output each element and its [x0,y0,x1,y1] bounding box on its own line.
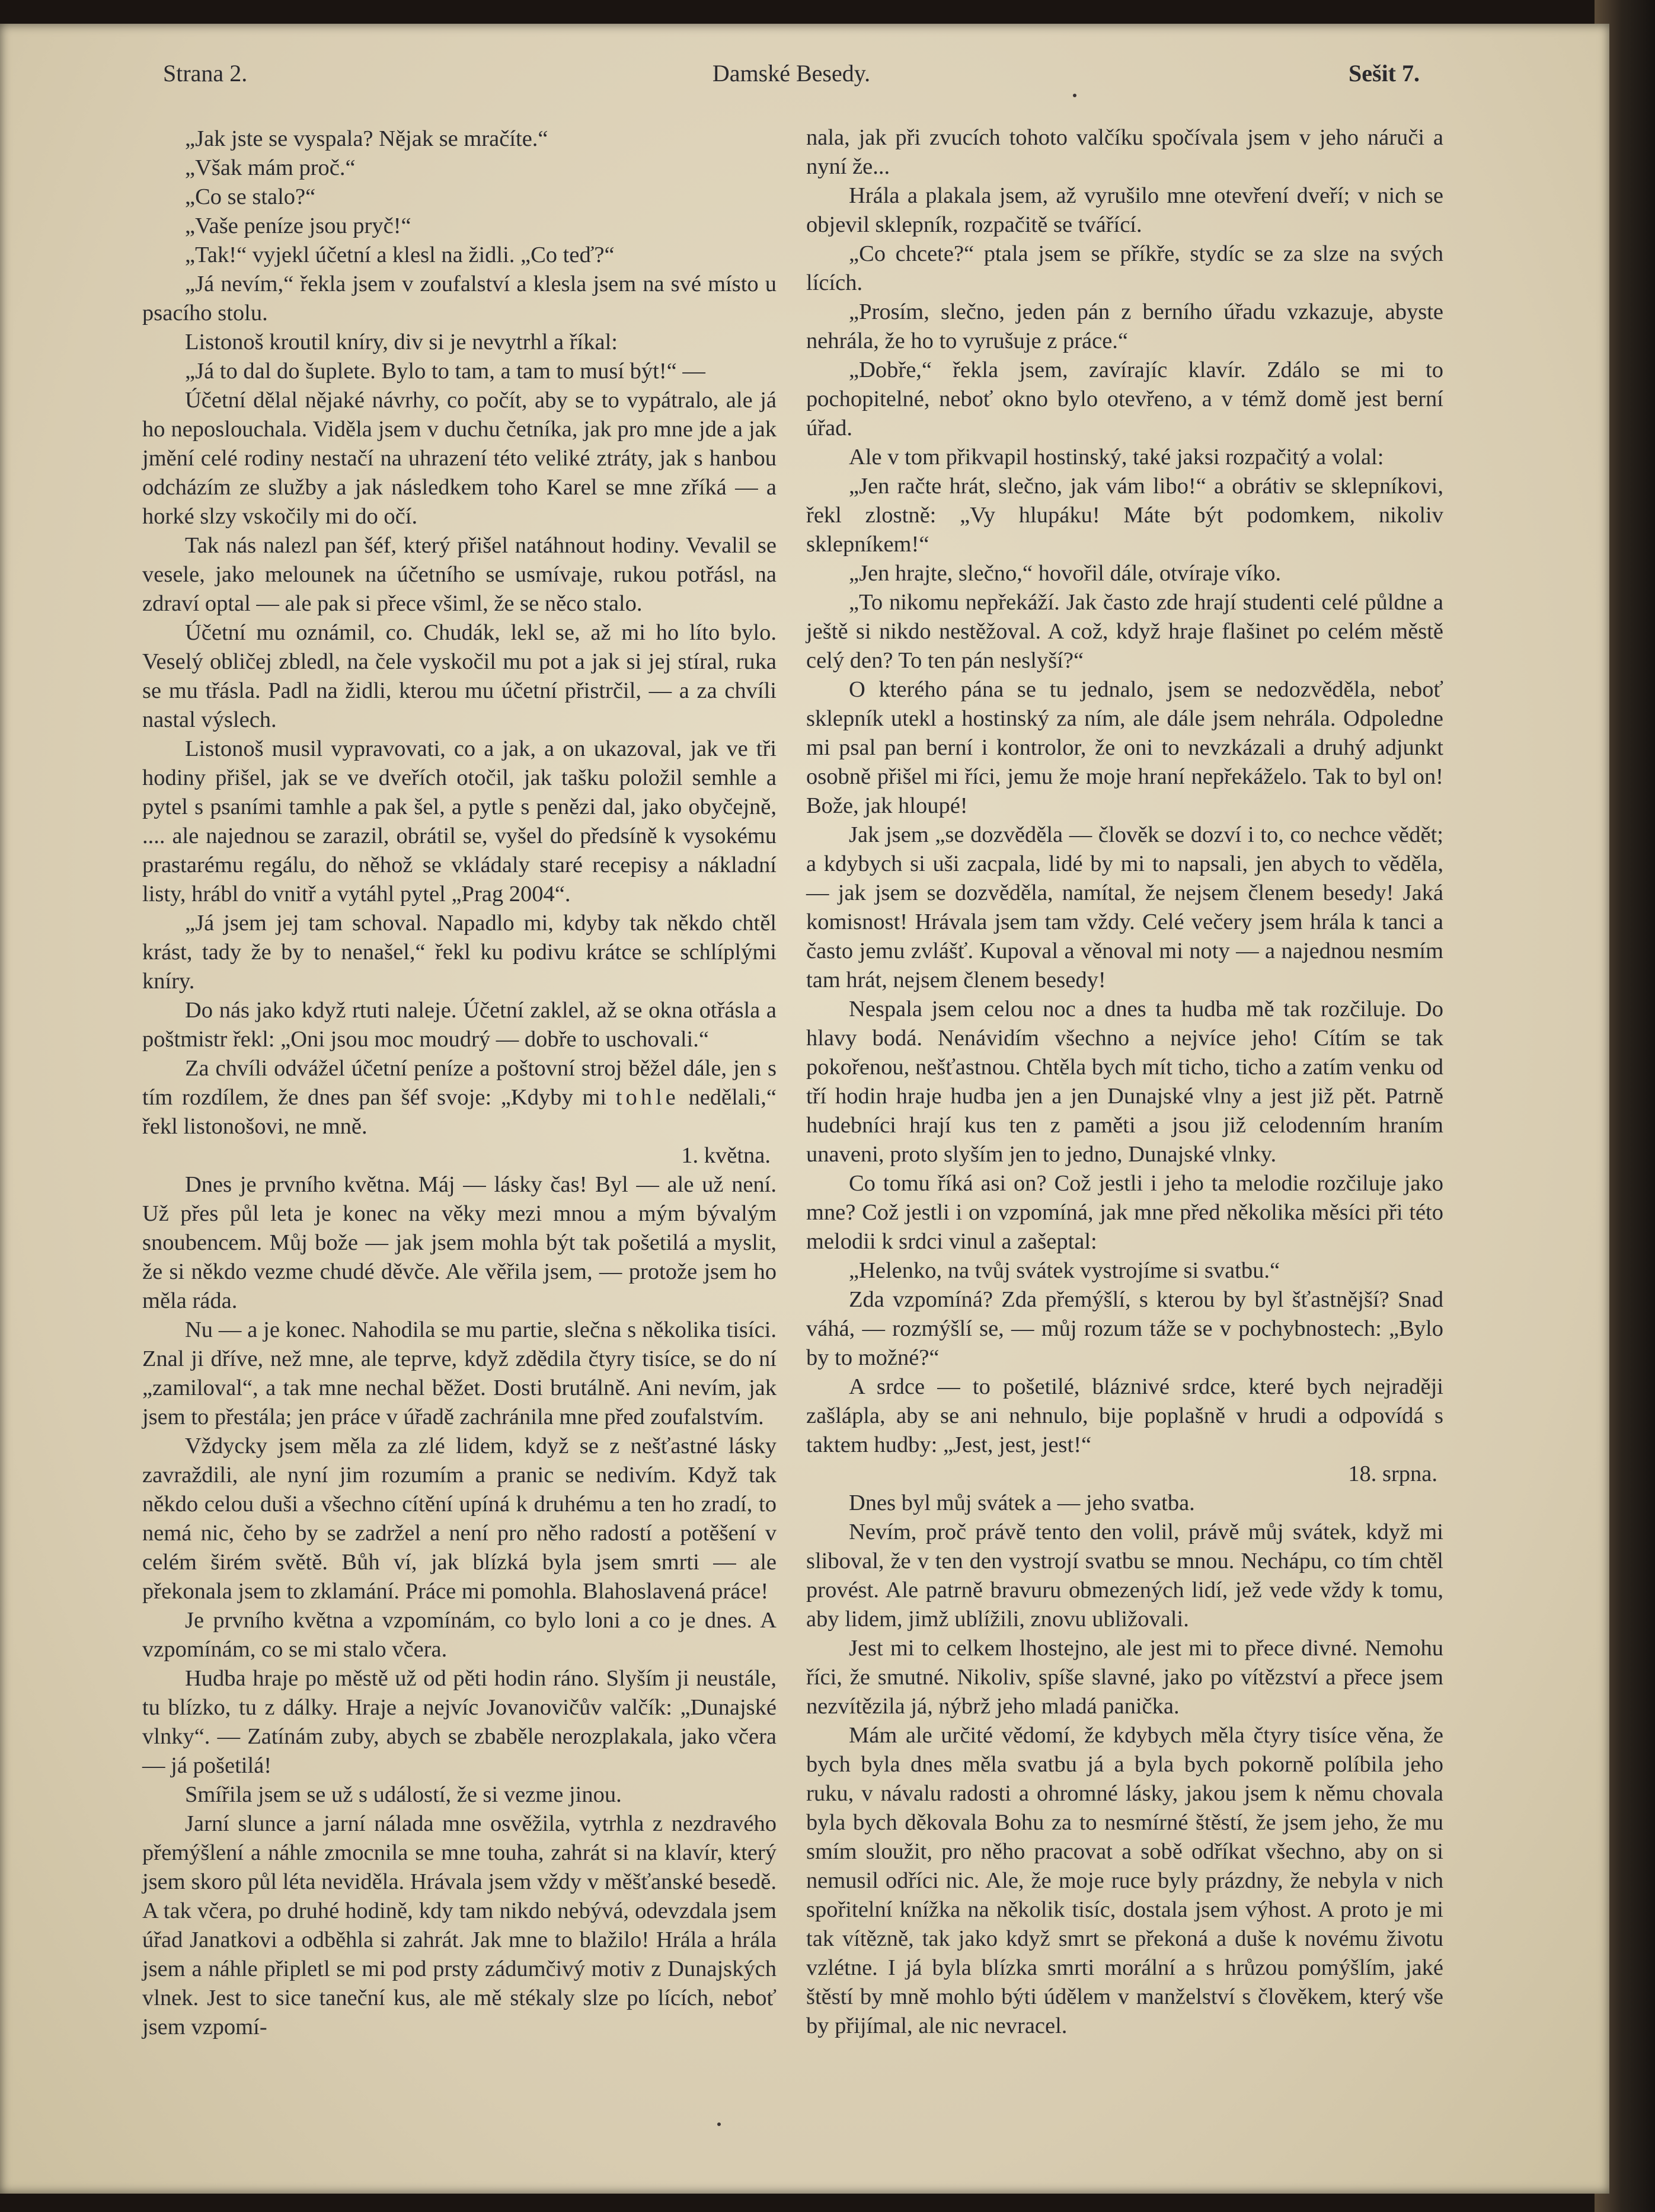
paragraph: Smířila jsem se už s událostí, že si vezme jinou. [185,1782,622,1807]
magazine-page [0,24,1609,2194]
paragraph: Nu — a je konec. Nahodila se mu partie, slečna s několika tisíci. Znal ji dříve, než mne, ale teprve, když zdědila čtyry tisíce, se do ní „zamiloval“, a tak mne nechal běžet. Dosti brutálně. Ani nevím, jak jsem to přestála; jen práce v úřadě zachránila mne před zoufalstvím. [142,1317,777,1429]
paragraph: „Však mám proč.“ [185,155,356,180]
paragraph: Jarní slunce a jarní nálada mne osvěžila, vytrhla z nezdravého přemýšlení a náhle zmocnila se mne touha, zahrát si na klavír, který jsem skoro půl léta neviděla. Hrávala jsem vždy v měšťanské besedě. A tak včera, po druhé hodině, kdy tam nikdo nebývá, odevzdala jsem úřad Janatkovi a odběhla si zahrát. Jak mne to blažilo! Hrála a hrála jsem a náhle připletl se mi pod prsty zádumčivý motiv z Dunajských vlnek. Jest to sice taneční kus, ale mě stékaly slze po lících, neboť jsem vzpomí- [142,1811,777,2039]
paragraph: Listonoš musil vypravovati, co a jak, a on ukazoval, jak ve tři hodiny přišel, jak se ve dveřích otočil, jak tašku položil semhle a pytel s psaními tamhle a pak šel, a pytle s penězi dal, jako obyčejně, .... ale najednou se zarazil, obrátil se, vyšel do předsíně k vysokému prastarému regálu, do něhož se vkládaly staré recepisy a nákladní listy, hrábl do vnitř a vytáhl pytel „Prag 2004“. [142,736,777,906]
paragraph: Ale v tom přikvapil hostinský, také jaksi rozpačitý a volal: [849,445,1384,470]
entry-date: 1. května. [681,1143,771,1168]
paragraph: Listonoš kroutil kníry, div si je nevytrhl a říkal: [185,330,618,355]
paragraph: Účetní dělal nějaké návrhy, co počít, aby se to vypátralo, ale já ho neposlouchala. Viděla jsem v duchu četníka, jak pro mne jde a jak jmění celé rodiny nestačí na uhrazení této veliké ztráty, jak s hanbou odcházím ze služby a jak následkem toho Karel se mne zříká — a horké slzy vskočily mi do očí. [142,388,777,529]
paragraph: Jak jsem „se dozvěděla — člověk se dozví i to, co nechce vědět; a kdybych si uši zacpala, lidé by mi to napsali, jen abych to věděla, — jak jsem se dozvěděla, namítal, že nejsem členem besedy! Jaká komisnost! Hrávala jsem tam vždy. Celé večery jsem hrála k tanci a často jemu zvlášť. Kupoval a věnoval mi noty — a najednou nesmím tam hrát, nejsem členem besedy! [806,822,1443,992]
paragraph: Nespala jsem celou noc a dnes ta hudba mě tak rozčiluje. Do hlavy bodá. Nenávidím všechno a nejvíce jeho! Cítím se tak pokořenou, nešťastnou. Chtěla bych mít ticho, ticho a zatím venku od tří hodin hraje hudba jen a jen Dunajské vlny a jest již pět. Patrně hudebníci hrají kus ten z paměti a jsou již celodenním hraním unaveni, proto slyším jen to jedno, Dunajské vlnky. [806,997,1443,1167]
emphasized-word: tohle [615,1085,679,1110]
print-speck [1073,94,1076,97]
header-issue-number: Sešit 7. [1349,60,1420,87]
paragraph: Hudba hraje po městě už od pěti hodin ráno. Slyším ji neustále, tu blízko, tu z dálky. Hraje a nejvíc Jovanovičův valčík: „Dunajské vlnky“. — Zatínám zuby, abych se zbaběle nerozplakala, jako včera — já pošetilá! [142,1666,777,1778]
entry-date: 18. srpna. [1348,1461,1437,1486]
paragraph: „Jen hrajte, slečno,“ hovořil dále, otvíraje víko. [849,561,1282,586]
paragraph: „To nikomu nepřekáží. Jak často zde hrají studenti celé půldne a ještě si nikdo nestěžoval. A což, když hraje flašinet po celém městě celý den? To ten pán neslyší?“ [806,590,1443,673]
paragraph: „Co se stalo?“ [185,184,316,209]
paragraph: „Prosím, slečno, jeden pán z berního úřadu vzkazuje, abyste nehrála, že ho to vyrušuje z práce.“ [806,299,1443,353]
paragraph: Zda vzpomíná? Zda přemýšlí, s kterou by byl šťastnější? Snad váhá, — rozmýšlí se, — můj rozum táže se v pochybnostech: „Bylo by to možné?“ [806,1287,1443,1370]
paragraph: Nevím, proč právě tento den volil, právě můj svátek, když mi sliboval, že v ten den vystrojí svatbu se mnou. Nechápu, co tím chtěl provést. Ale patrně bravuru obmezených lidí, jež vede vždy k tomu, aby lidem, jimž ublížili, znovu ubližovali. [806,1520,1443,1632]
header-title: Damské Besedy. [712,60,871,87]
paragraph: nala, jak při zvucích tohoto valčíku spočívala jsem v jeho náruči a nyní že... [806,125,1443,179]
header-page-number: Strana 2. [163,60,248,87]
paragraph: Jest mi to celkem lhostejno, ale jest mi to přece divné. Nemohu říci, že smutné. Nikoliv, spíše slavné, jako po vítězství a přece jsem nezvítězila já, nýbrž jeho mladá panička. [806,1636,1443,1719]
paragraph: Za chvíli odvážel účetní peníze a poštovní stroj běžel dále, jen s tím rozdílem, že dnes pan šéf svoje: „Kdyby mi tohle nedělali,“ řekl listonošovi, ne mně. [142,1056,777,1139]
left-column [142,125,777,2042]
paragraph: Do nás jako když rtuti naleje. Účetní zaklel, až se okna otřásla a poštmistr řekl: „Oni jsou moc moudrý — dobře to uschovali.“ [142,998,777,1052]
paragraph: Účetní mu oznámil, co. Chudák, lekl se, až mi ho líto bylo. Veselý obličej zbledl, na čele vyskočil mu pot a jak si jej stíral, ruka se mu třásla. Padl na židli, kterou mu účetní přistrčil, — a za chvíli nastal výslech. [142,620,777,732]
print-speck [717,2122,721,2126]
paragraph: Je prvního května a vzpomínám, co bylo loni a co je dnes. A vzpomínám, co se mi stalo včera. [142,1608,777,1662]
paragraph: Dnes je prvního května. Máj — lásky čas! Byl — ale už není. Už přes půl leta je konec na věky mezi mnou a mým bývalým snoubencem. Můj bože — jak jsem mohla být tak pošetilá a myslit, že si někdo vezme chudé děvče. Ale věřila jsem, — protože jsem ho měla ráda. [142,1172,777,1313]
paragraph: Vždycky jsem měla za zlé lidem, když se z nešťastné lásky zavraždili, ale nyní jim rozumím a pranic se nedivím. Když tak někdo celou duši a všechno cítění upíná k druhému a ten ho zradí, to nemá nic, čeho by se zadržel a není pro něho radostí a potěšení v celém širém světě. Bůh ví, jak blízká byla jsem smrti — ale překonala jsem to zklamání. Práce mi pomohla. Blahoslavená práce! [142,1434,777,1604]
paragraph: Co tomu říká asi on? Což jestli i jeho ta melodie rozčiluje jako mne? Což jestli i on vzpomíná, jak mne před několika měsíci při této melodii k srdci vinul a zašeptal: [806,1171,1443,1254]
right-column [806,123,1443,2041]
paragraph: Mám ale určité vědomí, že kdybych měla čtyry tisíce věna, že bych byla dnes měla svatbu já a byla bych pokorně políbila jeho ruku, v návalu radosti a ohromné lásky, jakou jsem k němu chovala byla bych děkovala Bohu za to nesmírné štěstí, že jsem jeho, že mu smím sloužit, pro něho pracovat a sobě odříkat všechno, aby on si nemusil odříci nic. Ale, že moje ruce byly prázdny, že nebyla v nich spořitelní knížka na několik tisíc, dostala jsem výhost. A proto je mi tak vítězně, tak jako když smrt se překoná a duše k novému životu vzlétne. I já byla blízka smrti morální a s hrůzou pomýšlím, jaké štěstí by mně mohlo býti údělem v manželství s člověkem, který vše by přijímal, ale nic nevracel. [806,1723,1443,2038]
paragraph: „Dobře,“ řekla jsem, zavírajíc klavír. Zdálo se mi to pochopitelné, neboť okno bylo otevřeno, a v témž domě jest berní úřad. [806,358,1443,441]
paragraph: „Já jsem jej tam schoval. Napadlo mi, kdyby tak někdo chtěl krást, tady že by to nenašel,“ řekl ku podivu krátce se schlíplými kníry. [142,911,777,994]
paragraph: Hrála a plakala jsem, až vyrušilo mne otevření dveří; v nich se objevil sklepník, rozpačitě se tvářící. [806,183,1443,237]
paragraph: Tak nás nalezl pan šéf, který přišel natáhnout hodiny. Vevalil se vesele, jako melounek na účetního se usmívaje, rukou potřásl, na zdraví optal — ale pak si přece všiml, že se něco stalo. [142,533,777,616]
paragraph: „Já to dal do šuplete. Bylo to tam, a tam to musí být!“ — [185,359,705,384]
paragraph: „Tak!“ vyjekl účetní a klesl na židli. „Co teď?“ [185,242,615,267]
page-header [163,59,1420,101]
paragraph: „Helenko, na tvůj svátek vystrojíme si svatbu.“ [849,1258,1280,1283]
paragraph: „Jak jste se vyspala? Nějak se mračíte.“ [185,126,548,151]
paragraph: „Vaše peníze jsou pryč!“ [185,213,411,238]
paragraph: „Co chcete?“ ptala jsem se příkře, stydíc se za slze na svých lících. [806,241,1443,295]
paragraph: Dnes byl můj svátek a — jeho svatba. [849,1490,1195,1515]
paragraph: „Jen račte hrát, slečno, jak vám libo!“ a obrátiv se sklepníkovi, řekl zlostně: „Vy hlupáku! Máte být podomkem, nikoliv sklepníkem!“ [806,474,1443,557]
paragraph: A srdce — to pošetilé, bláznivé srdce, které bych nejraději zašlápla, aby se ani nehnulo, bije poplašně v hrudi a odpovídá s taktem hudby: „Jest, jest, jest!“ [806,1374,1443,1457]
paragraph: „Já nevím,“ řekla jsem v zoufalství a klesla jsem na své místo u psacího stolu. [142,272,777,325]
paragraph: O kterého pána se tu jednalo, jsem se nedozvěděla, neboť sklepník utekl a hostinský za ním, ale dále jsem nehrála. Odpoledne mi psal pan berní i kontrolor, že oni to nevzkázali a druhý adjunkt osobně přišel mi říci, jemu že moje hraní nepřekáželo. Tak to byl on! Bože, jak hloupé! [806,677,1443,818]
